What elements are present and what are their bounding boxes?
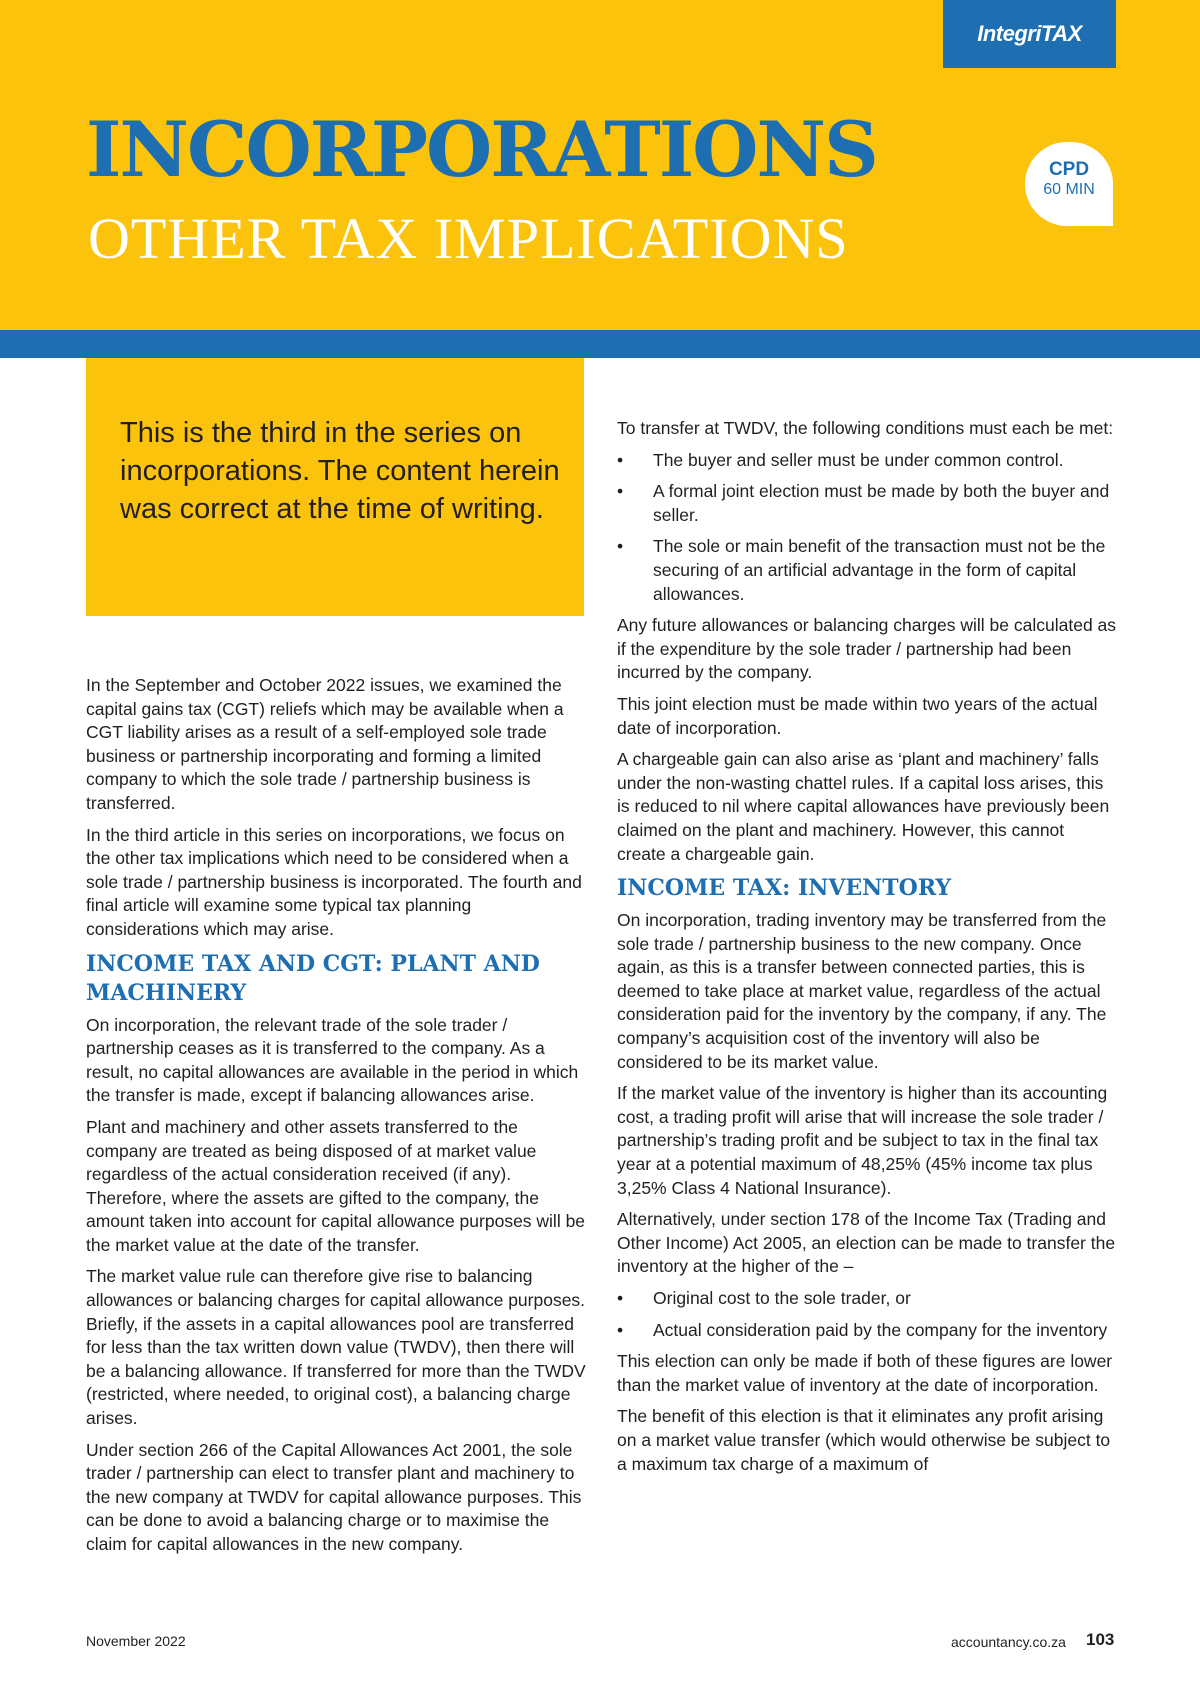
cpd-duration: 60 MIN	[1043, 181, 1095, 198]
page-number: 103	[1086, 1630, 1115, 1649]
list-item: • The buyer and seller must be under common control.	[617, 449, 1117, 473]
list-item: • The sole or main benefit of the transaction must not be the securing of an artificial advantage in the form of capital allowances.	[617, 535, 1117, 606]
list-item: • Actual consideration paid by the company for the inventory	[617, 1319, 1117, 1343]
footer-site: accountancy.co.za	[951, 1634, 1066, 1650]
intro-box	[86, 358, 584, 616]
page-subtitle: OTHER TAX IMPLICATIONS	[88, 206, 849, 271]
header-divider	[0, 330, 1200, 358]
paragraph: If the market value of the inventory is higher than its accounting cost, a trading profit will arise that will increase the sole trader / partnership’s trading profit and be subject to tax in the final tax year at a potential maximum of 48,25% (45% income tax plus 3,25% Class 4 National Insurance).	[617, 1083, 1108, 1198]
cpd-badge	[1025, 142, 1113, 226]
paragraph: The market value rule can therefore give rise to balancing allowances or balancing charges for capital allowance purposes. Briefly, if the assets in a capital allowances pool are transferred for less than the tax written down value (TWDV), then there will be a balancing allowance. If transferred for more than the TWDV (restricted, where needed, to original cost), a balancing charge arises.	[86, 1266, 586, 1429]
section-heading: INCOME TAX AND CGT: PLANT AND MACHINERY	[86, 950, 540, 1006]
brand-logo: IntegriTAX	[943, 0, 1116, 68]
paragraph: A chargeable gain can also arise as ‘plant and machinery’ falls under the non-wasting chattel rules. If a capital loss arises, this is reduced to nil where capital allowances have previously been claimed on the plant and machinery. However, this cannot create a chargeable gain.	[617, 749, 1110, 864]
left-column	[86, 674, 586, 1565]
paragraph: On incorporation, trading inventory may be transferred from the sole trade / partnership business to the new company. Once again, as this is a transfer between connected parties, this is deemed to take place at market value, regardless of the actual consideration paid for the inventory by the company, if any. The company’s acquisition cost of the inventory will also be considered to be its market value.	[617, 910, 1107, 1072]
paragraph: This election can only be made if both of these figures are lower than the market value of inventory at the date of incorporation.	[617, 1351, 1113, 1395]
list-item: • Original cost to the sole trader, or	[617, 1287, 1117, 1311]
conditions-list	[617, 449, 1117, 607]
list-item: • A formal joint election must be made by both the buyer and seller.	[617, 480, 1117, 527]
intro-text: This is the third in the series on incorporations. The content herein was correct at the time of writing.	[120, 417, 560, 525]
paragraph: Plant and machinery and other assets transferred to the company are treated as being disposed of at market value regardless of the actual consideration received (if any). Therefore, where the assets are gifted to the company, the amount taken into account for capital allowance purposes will be the market value at the date of the transfer.	[86, 1116, 586, 1255]
right-column	[617, 417, 1117, 1484]
footer-date: November 2022	[86, 1633, 186, 1649]
paragraph: Under section 266 of the Capital Allowances Act 2001, the sole trader / partnership can elect to transfer plant and machinery to the new company at TWDV for capital allowance purposes. This can be done to avoid a balancing charge or to maximise the claim for capital allowances in the new company.	[86, 1439, 582, 1554]
page-title: INCORPORATIONS	[86, 105, 877, 194]
paragraph: The benefit of this election is that it eliminates any profit arising on a market value transfer (which would otherwise be subject to a maximum tax charge of a maximum of	[617, 1406, 1111, 1474]
cpd-label: CPD	[1048, 159, 1090, 180]
paragraph: On incorporation, the relevant trade of the sole trader / partnership ceases as it is transferred to the company. As a result, no capital allowances are available in the period in which the transfer is made, except if balancing allowances arise.	[86, 1014, 579, 1106]
paragraph: Any future allowances or balancing charges will be calculated as if the expenditure by the sole trader / partnership had been incurred by the company.	[617, 615, 1117, 683]
paragraph: To transfer at TWDV, the following conditions must each be met:	[617, 418, 1114, 438]
paragraph: In the third article in this series on incorporations, we focus on the other tax implications which need to be considered when a sole trade / partnership business is incorporated. The fourth and final article will examine some typical tax planning considerations which may arise.	[86, 824, 582, 939]
header-banner	[0, 0, 1200, 330]
section-heading: INCOME TAX: INVENTORY	[617, 875, 952, 902]
paragraph: This joint election must be made within two years of the actual date of incorporation.	[617, 693, 1098, 738]
paragraph: In the September and October 2022 issues, we examined the capital gains tax (CGT) reliefs which may be available when a CGT liability arises as a result of a self-employed sole trade business or partnership incorporating and forming a limited company to which the sole trade / partnership business is transferred.	[86, 675, 564, 813]
paragraph: Alternatively, under section 178 of the Income Tax (Trading and Other Income) Act 2005, an election can be made to transfer the inventory at the higher of the –	[617, 1209, 1116, 1277]
election-options-list	[617, 1287, 1117, 1342]
